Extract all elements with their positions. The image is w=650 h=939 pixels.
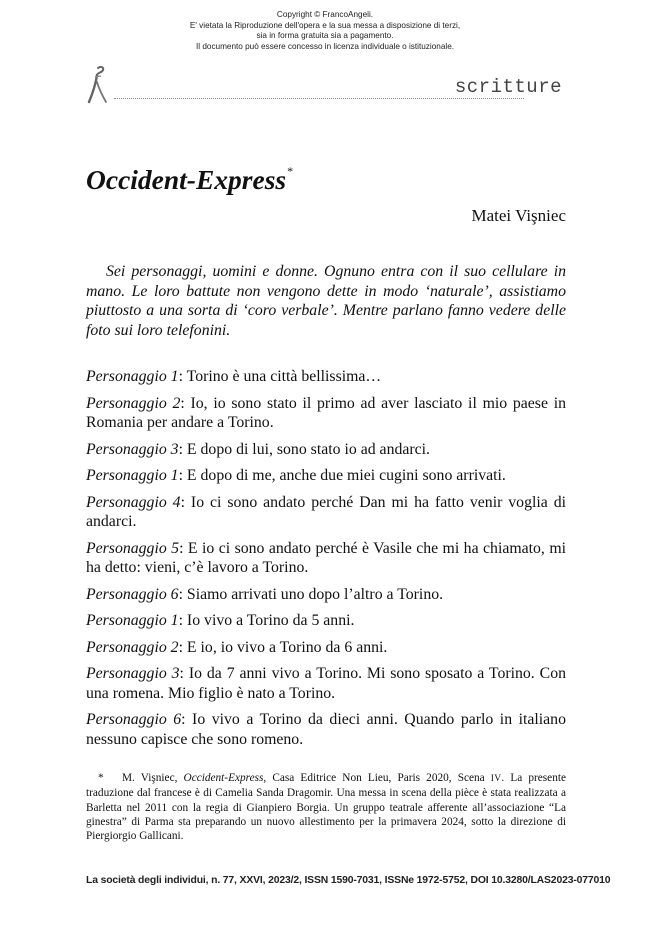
- footnote-text: . La presente traduzione dal francese è di Camelia Sanda Dragomir. Una messa in scena della pièce è stata realizzata a Barletta nel 2011 con la regia di Gianpiero Borgia. Un gruppo teatrale afferente all’associazione “La ginestra” di Parma sta preparando un nuovo allestimento per la primavera 2024, sotto la direzione di Piergiorgio Gallicani.: [86, 772, 566, 843]
- line-text: : Io da 7 anni vivo a Torino. Mi sono sposato a Torino. Con una romena. Mio figlio è nato a Torino.: [86, 665, 566, 702]
- speaker: Personaggio 2: [86, 638, 179, 656]
- dialogue-line: [86, 539, 566, 578]
- stylized-figure-logo-icon: [84, 62, 114, 106]
- line-text: : E io ci sono andato perché è Vasile che mi ha chiamato, mi ha detto: vieni, c’è lavoro a Torino.: [86, 539, 567, 576]
- speaker: Personaggio 6: [86, 711, 182, 728]
- dialogue-line: [86, 394, 566, 433]
- speaker: Personaggio 3: [86, 665, 180, 682]
- footnote-work-title: Occident-Express: [183, 772, 264, 784]
- copyright-line: Il documento può essere concesso in licenza individuale o istituzionale.: [195, 41, 455, 51]
- speaker: Personaggio 3: [86, 440, 179, 458]
- header-divider: [114, 98, 524, 99]
- line-text: : Io, io sono stato il primo ad aver lasciato il mio paese in Romania per andare a Torino.: [86, 394, 566, 431]
- speaker: Personaggio 5: [86, 539, 180, 557]
- copyright-line: E' vietata la Riproduzione dell'opera e la sua messa a disposizione di terzi,: [189, 20, 461, 30]
- dialogue-line: [86, 493, 566, 532]
- speaker: Personaggio 6: [86, 585, 179, 603]
- speaker: Personaggio 2: [86, 394, 181, 412]
- speaker: Personaggio 1: [86, 467, 179, 484]
- copyright-line: Copyright © FrancoAngeli.: [276, 10, 374, 19]
- line-text: : Io vivo a Torino da dieci anni. Quando parlo in italiano nessuno capisce che sono romeno.: [86, 711, 566, 748]
- line-text: : E dopo di me, anche due miei cugini sono arrivati.: [178, 467, 506, 484]
- footnote-scene: IV: [490, 774, 502, 784]
- dialogue-line: [86, 440, 566, 460]
- dialogue-line: [86, 664, 566, 703]
- title-text: Occident-Express: [86, 164, 287, 195]
- footnote-text: , Casa Editrice Non Lieu, Paris 2020, Scena: [263, 772, 491, 784]
- line-text: : E io, io vivo a Torino da 6 anni.: [178, 638, 388, 656]
- dialogue-line: [86, 611, 566, 631]
- speaker: Personaggio 1: [86, 612, 179, 629]
- speaker: Personaggio 4: [86, 493, 181, 511]
- journal-citation: La società degli individui, n. 77, XXVI, 2023/2, ISSN 1590-7031, ISSNe 1972-5752, DOI 10.3280/LAS2023-077010: [86, 875, 611, 886]
- line-text: : Io ci sono andato perché Dan mi ha fatto venir voglia di andarci.: [86, 493, 566, 530]
- line-text: : Io vivo a Torino da 5 anni.: [178, 612, 355, 629]
- dialogue-line: [86, 367, 566, 387]
- footnote-mark: *: [98, 772, 104, 784]
- footnote: [86, 771, 566, 843]
- dialogue-line: [86, 638, 566, 658]
- stage-direction: Sei personaggi, uomini e donne. Ognuno entra con il suo cellulare in mano. Le loro battute non vengono dette in modo ‘naturale’, assistiamo piuttosto a una sorta di ‘coro verbale’. Mentre parlano fanno vedere delle foto sui loro telefonini.: [86, 263, 566, 339]
- footnote-author: M. Vişniec,: [121, 772, 184, 784]
- dialogue-line: [86, 466, 566, 486]
- copyright-notice: [0, 10, 650, 52]
- dialogue: [86, 367, 566, 756]
- dialogue-line: [86, 585, 566, 605]
- section-label: scritture: [454, 76, 562, 98]
- article-title: [86, 164, 293, 196]
- line-text: : Torino è una città bellissima…: [178, 368, 382, 385]
- title-footnote-mark[interactable]: *: [287, 164, 294, 178]
- line-text: : Siamo arrivati uno dopo l’altro a Torino.: [178, 585, 444, 603]
- author-name: Matei Vişniec: [471, 206, 566, 225]
- dialogue-line: [86, 710, 566, 749]
- section-header: [84, 62, 564, 106]
- copyright-line: sia in forma gratuita sia a pagamento.: [256, 31, 394, 40]
- speaker: Personaggio 1: [86, 368, 179, 385]
- line-text: : E dopo di lui, sono stato io ad andarci.: [178, 440, 430, 458]
